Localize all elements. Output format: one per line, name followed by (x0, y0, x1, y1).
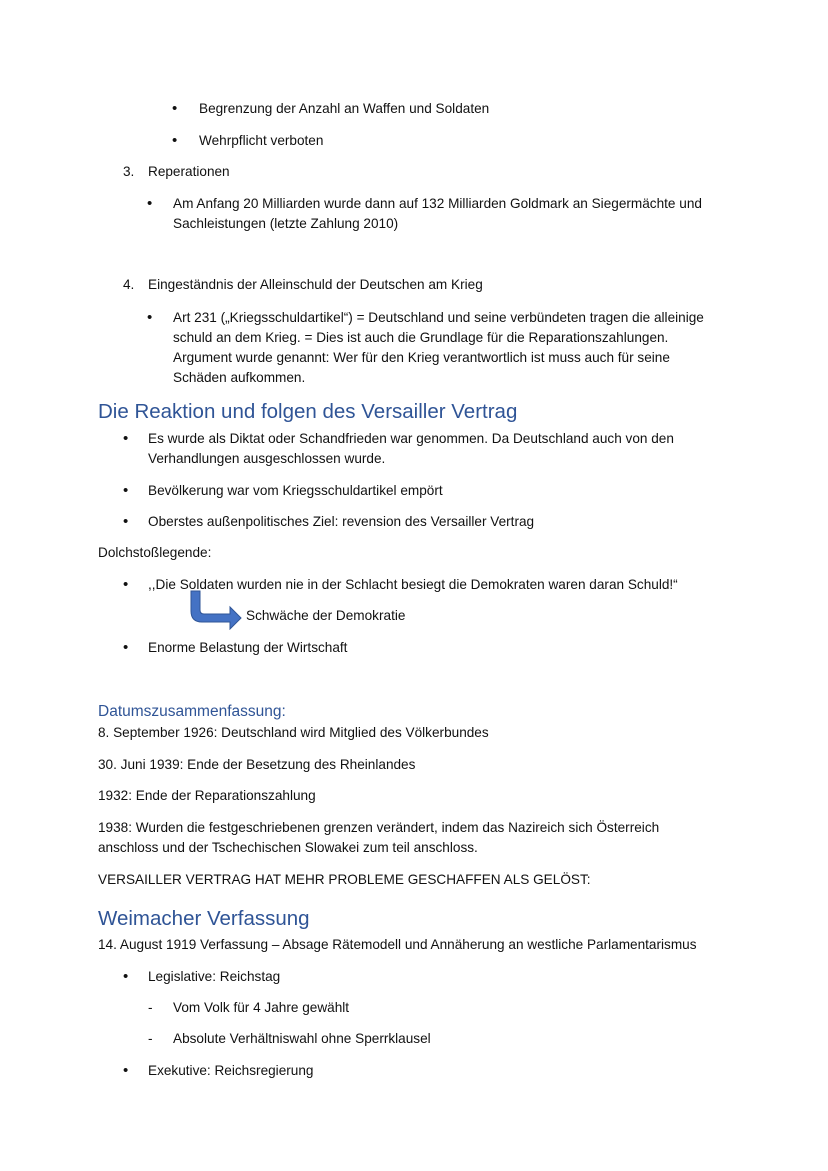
art231-text-line4: Schäden aufkommen. (173, 370, 306, 385)
bullet-symbol: • (123, 482, 129, 499)
heading-datum: Datumszusammenfassung: (98, 703, 286, 720)
item-alleinschuld-title: Eingeständnis der Alleinschuld der Deutschen am Krieg (148, 277, 483, 292)
weimar-intro: 14. August 1919 Verfassung – Absage Rätemodell und Annäherung an westliche Parlamentarismus (98, 937, 697, 952)
diktat-text-line1: Es wurde als Diktat oder Schandfrieden war genommen. Da Deutschland auch von den (148, 431, 674, 446)
dolchstoss-label: Dolchstoßlegende: (98, 545, 212, 560)
heading-reaktion: Die Reaktion und folgen des Versailler Vertrag (98, 400, 518, 423)
art231-text-line2: schuld an dem Krieg. = Dies ist auch die Grundlage für die Reparationszahlungen. (173, 330, 669, 345)
bullet-symbol: • (123, 639, 129, 656)
date-line-1938-b: anschloss und der Tschechischen Slowakei zum teil anschloss. (98, 840, 478, 855)
bullet-symbol: • (123, 430, 129, 447)
date-line-1926: 8. September 1926: Deutschland wird Mitglied des Völkerbundes (98, 725, 489, 740)
dash-symbol: - (148, 1000, 153, 1015)
bevoelkerung-text: Bevölkerung war vom Kriegsschuldartikel empört (148, 483, 443, 498)
bullet-symbol: • (123, 968, 129, 985)
wirtschaft-text: Enorme Belastung der Wirtschaft (148, 640, 348, 655)
art231-text-line1: Art 231 („Kriegsschuldartikel“) = Deutschland und seine verbündeten tragen die alleinige (173, 310, 704, 325)
heading-weimar: Weimacher Verfassung (98, 907, 310, 930)
ziel-text: Oberstes außenpolitisches Ziel: revension des Versailler Vertrag (148, 514, 535, 529)
dash-item-wahl: Absolute Verhältniswahl ohne Sperrklausel (173, 1031, 431, 1046)
item-reperationen-title: Reperationen (148, 164, 230, 179)
bullet-symbol: • (123, 513, 129, 530)
list-number-4: 4. (123, 277, 135, 292)
reparations-text-line1: Am Anfang 20 Milliarden wurde dann auf 132 Milliarden Goldmark an Siegermächte und (173, 196, 702, 211)
bent-arrow-icon (188, 590, 244, 630)
bullet-symbol: • (147, 309, 153, 326)
bullet-symbol: • (172, 132, 178, 149)
date-line-1938-a: 1938: Wurden die festgeschriebenen grenzen verändert, indem das Nazireich sich Österreich (98, 820, 660, 835)
art231-text-line3: Argument wurde genannt: Wer für den Krieg verantwortlich ist muss auch für seine (173, 350, 670, 365)
bullet-symbol: • (147, 195, 153, 212)
bullet-symbol: • (123, 1062, 129, 1079)
reparations-text-line2: Sachleistungen (letzte Zahlung 2010) (173, 216, 399, 231)
date-line-1939: 30. Juni 1939: Ende der Besetzung des Rheinlandes (98, 757, 416, 772)
dash-symbol: - (148, 1031, 153, 1046)
dash-item-volk: Vom Volk für 4 Jahre gewählt (173, 1000, 350, 1015)
bullet-symbol: • (123, 576, 129, 593)
conclusion-text: VERSAILLER VERTRAG HAT MEHR PROBLEME GESCHAFFEN ALS GELÖST: (98, 872, 591, 887)
arrow-result-text: Schwäche der Demokratie (246, 608, 406, 623)
date-line-1932: 1932: Ende der Reparationszahlung (98, 788, 316, 803)
exekutive-text: Exekutive: Reichsregierung (148, 1063, 314, 1078)
dolchstoss-quote: ,,Die Soldaten wurden nie in der Schlacht besiegt die Demokraten waren daran Schuld!“ (148, 577, 678, 592)
sub-bullet-conscription: Wehrpflicht verboten (199, 133, 324, 148)
diktat-text-line2: Verhandlungen ausgeschlossen wurde. (148, 451, 386, 466)
list-number-3: 3. (123, 164, 135, 179)
bullet-symbol: • (172, 100, 178, 117)
legislative-text: Legislative: Reichstag (148, 969, 281, 984)
sub-bullet-weapons: Begrenzung der Anzahl an Waffen und Soldaten (199, 101, 490, 116)
